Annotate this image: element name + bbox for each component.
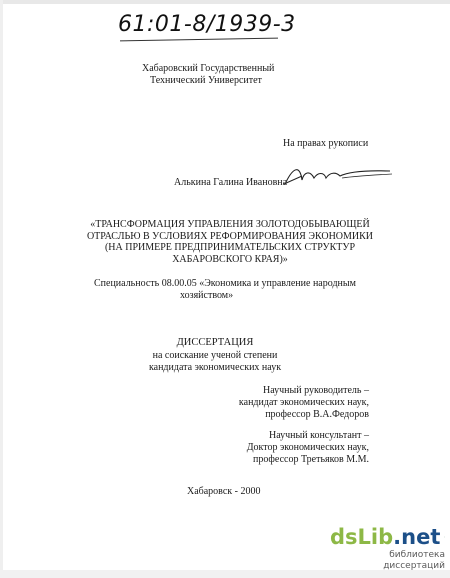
consultant-line2: Доктор экономических наук, [246, 442, 369, 453]
manuscript-rights-note: На правах рукописи [283, 138, 369, 149]
degree-line2: кандидата экономических наук [148, 362, 282, 373]
university-name-line2: Технический Университет [150, 75, 262, 86]
dissertation-title [80, 219, 380, 265]
university-name-line1: Хабаровский Государственный [142, 63, 275, 74]
watermark-tagline: библиотека диссертаций [383, 550, 445, 571]
watermark-brand-tld: .net [393, 525, 441, 549]
author-signature [282, 162, 394, 190]
consultant-line1: Научный консультант – [269, 430, 369, 441]
city-year: Хабаровск - 2000 [187, 486, 261, 497]
specialty-line1: Специальность 08.00.05 «Экономика и управление народным [94, 278, 356, 289]
title-line-3: (НА ПРИМЕРЕ ПРЕДПРИНИМАТЕЛЬСКИХ СТРУКТУР [104, 242, 356, 253]
handwritten-archive-number: 61:01-8/1939-3 [118, 12, 296, 37]
consultant-line3: профессор Третьяков М.М. [253, 454, 369, 465]
supervisor-line3: профессор В.А.Федоров [265, 409, 369, 420]
scan-edge-left [0, 0, 3, 578]
dslib-watermark[interactable] [330, 525, 445, 573]
watermark-brand-row [330, 525, 445, 549]
watermark-brand-main: dsLib [330, 525, 394, 549]
supervisor-line1: Научный руководитель – [263, 385, 369, 396]
specialty-line2: хозяйством» [180, 290, 234, 301]
title-line-2: ОТРАСЛЬЮ В УСЛОВИЯХ РЕФОРМИРОВАНИЯ ЭКОНОМИКИ [86, 230, 374, 242]
scan-edge-top [0, 0, 450, 4]
handwritten-underline [120, 38, 278, 42]
dslib-logo-icon [444, 529, 445, 545]
title-line-1: «ТРАНСФОРМАЦИЯ УПРАВЛЕНИЯ ЗОЛОТОДОБЫВАЮЩЕЙ [90, 219, 370, 230]
dissertation-heading: ДИССЕРТАЦИЯ [176, 337, 254, 348]
title-line-4: ХАБАРОВСКОГО КРАЯ)» [172, 253, 288, 265]
degree-line1: на соискание ученой степени [152, 350, 278, 361]
watermark-brand [330, 525, 440, 549]
supervisor-line2: кандидат экономических наук, [238, 397, 369, 408]
author-name: Алькина Галина Ивановна [174, 177, 288, 188]
